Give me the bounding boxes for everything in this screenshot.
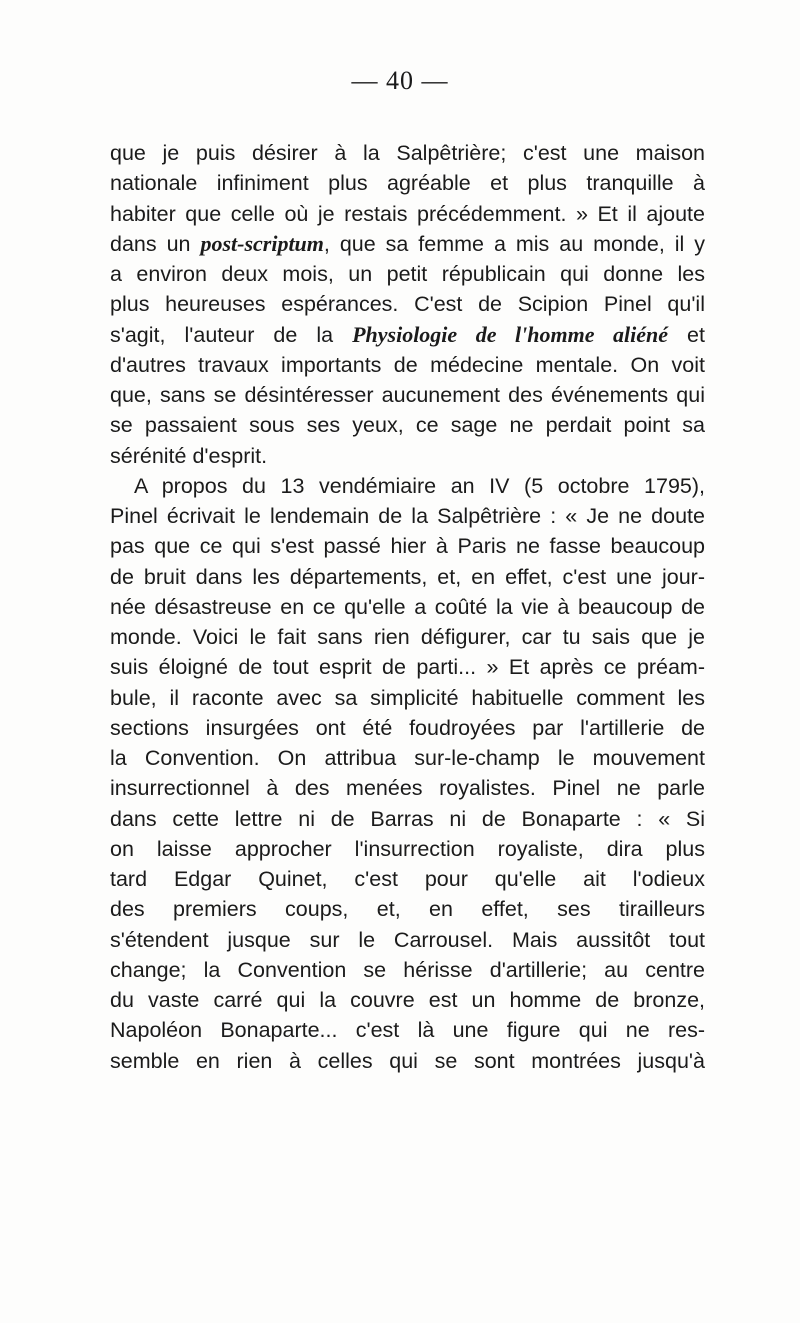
text-line: tard Edgar Quinet, c'est pour qu'elle ait l'odieux xyxy=(110,867,705,891)
text-line: sections insurgées ont été foudroyées par l'artillerie de xyxy=(110,715,705,740)
page-number: — 40 — xyxy=(351,66,449,95)
text-line: que, sans se désintéresser aucunement des événements qui xyxy=(110,383,705,407)
body-text xyxy=(110,138,705,1076)
text-line: sérénité d'esprit. xyxy=(110,443,268,468)
text-line: pas que ce qui s'est passé hier à Paris ne fasse beaucoup xyxy=(110,534,705,559)
text-line: du vaste carré qui la couvre est un homme de bronze, xyxy=(110,988,705,1012)
text-line: a environ deux mois, un petit républicain qui donne les xyxy=(110,262,705,286)
text-line: s'agit, l'auteur de la Physiologie de l'homme aliéné et xyxy=(110,321,705,347)
text-line: habiter que celle où je restais précédemment. » Et il ajoute xyxy=(110,201,705,226)
text-line: bule, il raconte avec sa simplicité habituelle comment les xyxy=(110,685,705,710)
text-line: monde. Voici le fait sans rien défigurer, car tu sais que je xyxy=(110,625,705,649)
text-line: la Convention. On attribua sur-le-champ le mouvement xyxy=(110,746,705,770)
text-line: on laisse approcher l'insurrection royaliste, dira plus xyxy=(110,836,705,861)
italic-title: post-scriptum xyxy=(200,230,324,256)
text-line: nationale infiniment plus agréable et plus tranquille à xyxy=(110,171,705,196)
text-line: des premiers coups, et, en effet, ses tirailleurs xyxy=(110,897,705,922)
text-line: dans un post-scriptum, que sa femme a mis au monde, il y xyxy=(110,230,706,256)
text-line: semble en rien à celles qui se sont montrées jusqu'à xyxy=(110,1048,705,1073)
text-line: insurrectionnel à des menées royalistes. Pinel ne parle xyxy=(110,776,705,801)
text-line: d'autres travaux importants de médecine mentale. On voit xyxy=(110,352,705,377)
text-line: Pinel écrivait le lendemain de la Salpêtrière : « Je ne doute xyxy=(110,504,705,528)
text-line: plus heureuses espérances. C'est de Scipion Pinel qu'il xyxy=(110,292,705,317)
text-line: change; la Convention se hérisse d'artillerie; au centre xyxy=(110,957,705,982)
text-line: s'étendent jusque sur le Carrousel. Mais aussitôt tout xyxy=(110,927,705,952)
italic-title: Physiologie de l'homme aliéné xyxy=(352,321,669,347)
text-line: dans cette lettre ni de Barras ni de Bonaparte : « Si xyxy=(110,806,705,831)
text-line: que je puis désirer à la Salpêtrière; c'est une maison xyxy=(110,141,705,165)
text-line: se passaient sous ses yeux, ce sage ne perdait point sa xyxy=(110,413,705,438)
text-line: de bruit dans les départements, et, en effet, c'est une jour- xyxy=(110,564,705,589)
text-line: née désastreuse en ce qu'elle a coûté la vie à beaucoup de xyxy=(110,594,705,619)
text-line: A propos du 13 vendémiaire an IV (5 octobre 1795), xyxy=(134,473,705,498)
text-line: suis éloigné de tout esprit de parti... » Et après ce préam- xyxy=(110,655,705,680)
text-line: Napoléon Bonaparte... c'est là une figure qui ne res- xyxy=(110,1018,705,1043)
